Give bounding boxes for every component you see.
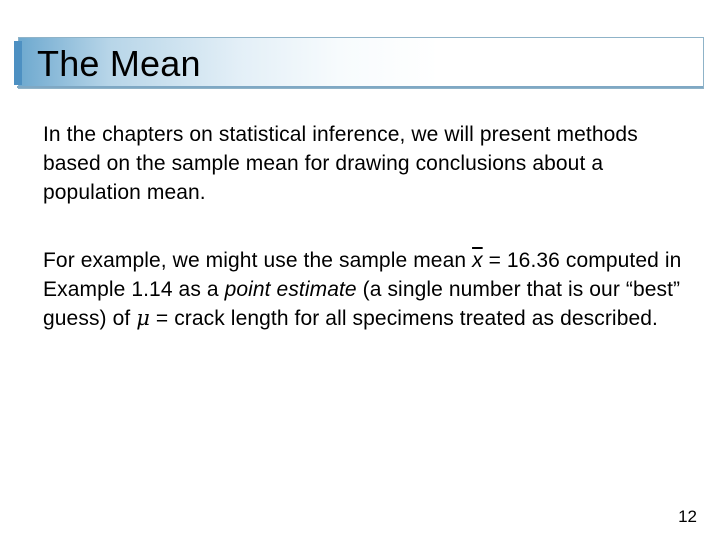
- paragraph-2-part-1: For example, we might use the sample mean: [43, 249, 473, 272]
- title-bar: [18, 37, 704, 89]
- slide-title: The Mean: [37, 43, 201, 84]
- paragraph-2-part-4: = crack length for all specimens treated as described.: [149, 307, 658, 330]
- paragraph-2-part-2: = 16.36 computed in Example 1.14 as a: [43, 249, 682, 301]
- paragraph-2: [43, 246, 683, 333]
- paragraph-1: In the chapters on statistical inference, we will present methods based on the sample mean for drawing conclusions about a population mean.: [43, 123, 638, 204]
- page-number: 12: [678, 507, 697, 526]
- paragraph-2-part-3: (a single number that is our “best” guess) of: [43, 278, 681, 330]
- population-mean-symbol: μ: [136, 306, 150, 330]
- point-estimate-term: point estimate: [224, 278, 357, 301]
- sample-mean-symbol: $\overline{x}$: [472, 249, 483, 272]
